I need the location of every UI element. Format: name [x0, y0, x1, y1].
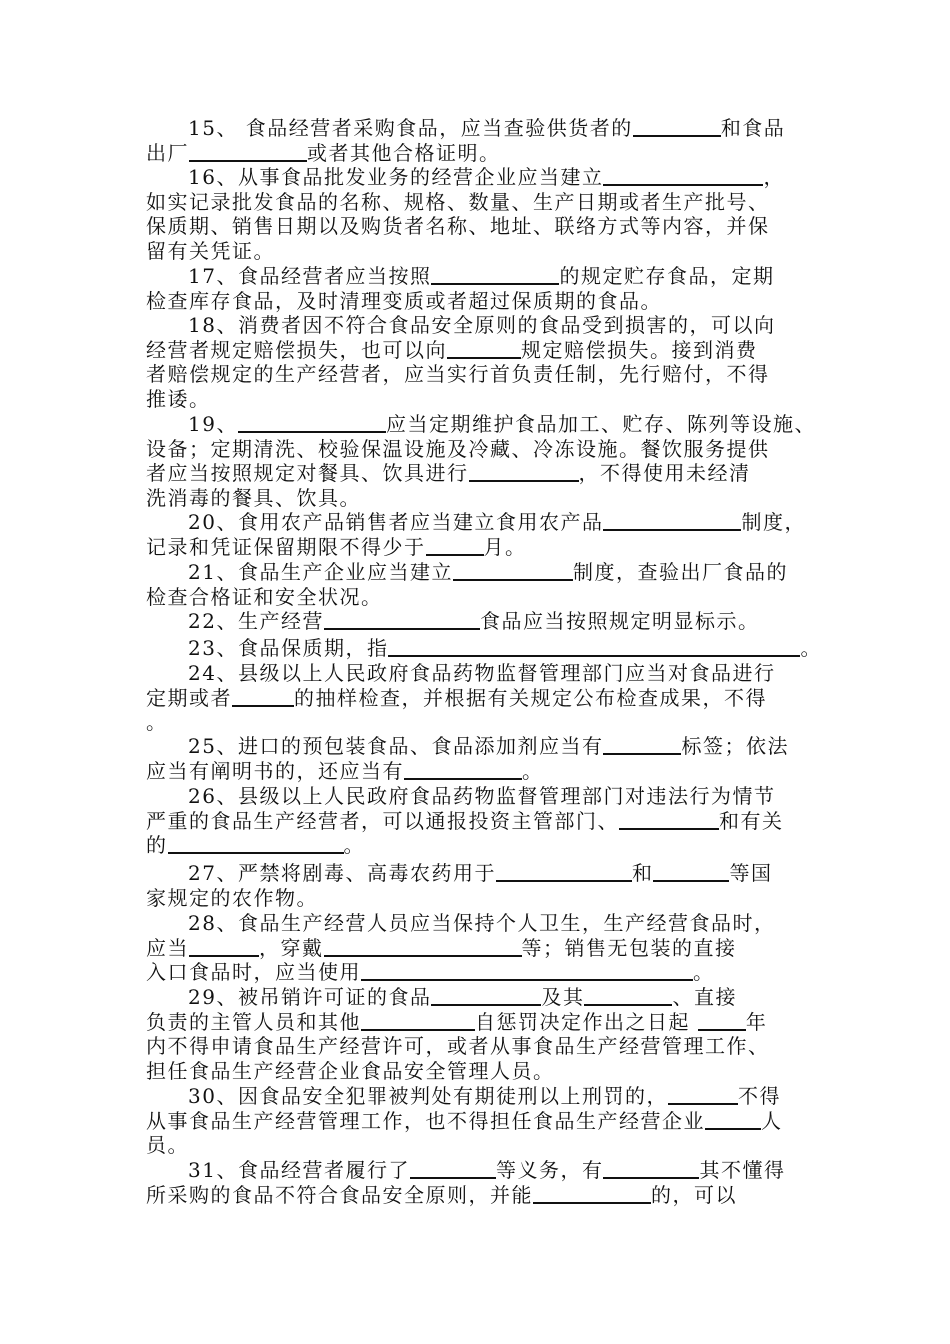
question-text: 月。 — [483, 534, 527, 559]
question-text: 等国 — [729, 861, 773, 885]
question-text: 者应当按照规定对餐具、饮具进行 — [146, 461, 469, 486]
question-text: 人 — [761, 1108, 783, 1133]
question-20-line-2 — [146, 534, 527, 560]
question-text: 规定赔偿损失。接到消费 — [521, 337, 758, 362]
fill-in-blank — [496, 860, 632, 882]
question-text: 21、食品生产企业应当建立 — [188, 560, 453, 584]
question-text: 19、 — [188, 412, 238, 436]
question-28-line-3 — [146, 959, 715, 985]
fill-in-blank — [189, 140, 307, 162]
question-25-line-1 — [188, 733, 789, 759]
question-text: 不得 — [737, 1084, 781, 1108]
question-text: ， — [763, 165, 785, 189]
question-27-line-2 — [146, 885, 318, 911]
question-16-line-3 — [146, 213, 770, 239]
question-text: 推诿。 — [146, 386, 211, 411]
question-text: 制度，查验出厂食品的 — [572, 560, 788, 584]
fill-in-blank — [619, 808, 719, 830]
question-text: 从事食品生产经营管理工作，也不得担任食品生产经营企业 — [146, 1108, 705, 1133]
question-28-line-2 — [146, 935, 737, 961]
question-text: 设备；定期清洗、校验保温设施及冷藏、冷冻设施。餐饮服务提供 — [146, 436, 770, 461]
question-text: 洗消毒的餐具、饮具。 — [146, 485, 361, 510]
fill-in-blank — [533, 1182, 651, 1204]
question-17-line-1 — [188, 263, 774, 289]
fill-in-blank — [447, 337, 521, 359]
question-text: 保质期、销售日期以及购货者名称、地址、联络方式等内容，并保 — [146, 214, 770, 239]
fill-in-blank — [431, 984, 541, 1006]
question-text: 定期或者 — [146, 685, 232, 710]
question-text: 。 — [146, 710, 168, 735]
question-text: 员。 — [146, 1133, 189, 1158]
question-text: ，穿戴 — [259, 935, 324, 960]
question-text: 标签；依法 — [681, 734, 789, 758]
fill-in-blank — [232, 685, 294, 707]
question-21-line-1 — [188, 559, 788, 585]
question-text: 的规定贮存食品，定期 — [559, 264, 775, 288]
question-text: 等义务，有 — [495, 1158, 604, 1182]
question-text: 留有关凭证。 — [146, 238, 275, 263]
fill-in-blank — [410, 1157, 496, 1179]
question-31-line-1 — [188, 1157, 785, 1183]
question-text: 应当 — [146, 935, 189, 960]
question-text: 20、食用农产品销售者应当建立食用农产品 — [188, 510, 604, 534]
question-text: 制度， — [741, 510, 806, 534]
question-text: 和 — [631, 861, 654, 885]
fill-in-blank — [189, 935, 259, 957]
question-text: 17、食品经营者应当按照 — [188, 264, 432, 288]
question-text: 检查库存食品，及时清理变质或者超过保质期的食品。 — [146, 288, 662, 313]
question-text: 的抽样检查，并根据有关规定公布检查成果，不得 — [294, 685, 767, 710]
question-text: 22、生产经营 — [188, 609, 324, 633]
question-text: 内不得申请食品生产经营许可，或者从事食品生产经营管理工作、 — [146, 1034, 770, 1059]
fill-in-blank — [324, 608, 480, 630]
question-text: 如实记录批发食品的名称、规格、数量、生产日期或者生产批号、 — [146, 189, 770, 214]
question-19-line-2 — [146, 436, 770, 462]
question-22-line-1 — [188, 608, 759, 634]
fill-in-blank — [426, 534, 484, 556]
question-text: 年 — [745, 1009, 768, 1034]
question-text: 29、被吊销许可证的食品 — [188, 985, 432, 1009]
question-text: 31、食品经营者履行了 — [188, 1158, 410, 1182]
question-text: 家规定的农作物。 — [146, 885, 318, 910]
fill-in-blank — [633, 115, 721, 137]
question-text: 或者其他合格证明。 — [307, 140, 501, 165]
question-text: 应当定期维护食品加工、贮存、陈列等设施、 — [385, 412, 816, 436]
fill-in-blank — [361, 1009, 475, 1031]
question-26-line-3 — [146, 832, 365, 858]
question-text: 者赔偿规定的生产经营者，应当实行首负责任制，先行赔付，不得 — [146, 362, 770, 387]
fill-in-blank — [404, 758, 522, 780]
question-29-line-1 — [188, 984, 737, 1010]
question-text: 和有关 — [719, 808, 784, 833]
question-18-line-4 — [146, 386, 211, 412]
fill-in-blank — [431, 263, 559, 285]
question-17-line-2 — [146, 288, 662, 314]
question-text: 15、 食品经营者采购食品，应当查验供货者的 — [188, 116, 633, 140]
question-text: 27、严禁将剧毒、高毒农药用于 — [188, 861, 496, 885]
question-24-line-1 — [188, 660, 775, 686]
question-18-line-1 — [188, 312, 775, 338]
question-text: 。 — [343, 833, 365, 858]
question-text: 自惩罚决定作出之日起 — [475, 1009, 698, 1034]
question-text: 、直接 — [672, 985, 737, 1009]
question-text: 出厂 — [146, 140, 189, 165]
question-text: 所采购的食品不符合食品安全原则，并能 — [146, 1182, 533, 1207]
question-29-line-4 — [146, 1058, 555, 1084]
question-15-line-1 — [188, 115, 785, 141]
question-24-line-2 — [146, 685, 767, 711]
question-text: 严重的食品生产经营者，可以通报投资主管部门、 — [146, 808, 619, 833]
fill-in-blank — [388, 635, 800, 657]
question-19-line-4 — [146, 485, 361, 511]
question-16-line-4 — [146, 238, 275, 264]
question-text: 应当有阐明书的，还应当有 — [146, 758, 404, 783]
question-20-line-1 — [188, 509, 806, 535]
question-text: 25、进口的预包装食品、食品添加剂应当有 — [188, 734, 604, 758]
fill-in-blank — [324, 935, 522, 957]
question-text: 。 — [800, 636, 822, 660]
fill-in-blank — [361, 959, 693, 981]
question-text: 30、因食品安全犯罪被判处有期徒刑以上刑罚的， — [188, 1084, 668, 1108]
question-text: 负责的主管人员和其他 — [146, 1009, 361, 1034]
fill-in-blank — [238, 411, 386, 433]
question-text: 的 — [146, 833, 168, 858]
fill-in-blank — [453, 559, 573, 581]
question-29-line-3 — [146, 1033, 770, 1059]
question-text: 经营者规定赔偿损失，也可以向 — [146, 337, 447, 362]
question-text: 的，可以 — [651, 1182, 737, 1207]
question-16-line-2 — [146, 189, 770, 215]
question-26-line-1 — [188, 783, 775, 809]
question-31-line-2 — [146, 1182, 737, 1208]
question-16-line-1 — [188, 164, 785, 190]
question-text: 。 — [693, 960, 715, 985]
question-23-line-1 — [188, 635, 822, 661]
question-19-line-1 — [188, 411, 816, 437]
fill-in-blank — [668, 1083, 738, 1105]
fill-in-blank — [603, 1157, 699, 1179]
question-text: 入口食品时，应当使用 — [146, 960, 361, 985]
question-30-line-2 — [146, 1108, 783, 1134]
question-text: 记录和凭证保留期限不得少于 — [146, 534, 426, 559]
question-30-line-3 — [146, 1132, 189, 1158]
question-25-line-2 — [146, 758, 544, 784]
question-text: 担任食品生产经营企业食品安全管理人员。 — [146, 1058, 555, 1083]
question-19-line-3 — [146, 460, 751, 486]
question-21-line-2 — [146, 584, 383, 610]
fill-in-blank — [603, 164, 763, 186]
question-text: 18、消费者因不符合食品安全原则的食品受到损害的，可以向 — [188, 313, 776, 337]
question-text: 23、食品保质期，指 — [188, 636, 389, 660]
question-26-line-2 — [146, 808, 784, 834]
question-text: 等；销售无包装的直接 — [521, 935, 737, 960]
fill-in-blank — [584, 984, 672, 1006]
fill-in-blank — [469, 460, 579, 482]
question-text: 和食品 — [720, 116, 786, 140]
question-text: 及其 — [541, 985, 585, 1009]
question-text: 。 — [522, 758, 544, 783]
question-24-line-3 — [146, 709, 168, 735]
fill-in-blank — [603, 509, 741, 531]
fill-in-blank — [603, 733, 681, 755]
question-27-line-1 — [188, 860, 772, 886]
fill-in-blank — [168, 832, 344, 854]
question-text: 28、食品生产经营人员应当保持个人卫生，生产经营食品时， — [188, 911, 776, 935]
question-text: 16、从事食品批发业务的经营企业应当建立 — [188, 165, 604, 189]
question-30-line-1 — [188, 1083, 781, 1109]
question-15-line-2 — [146, 140, 501, 166]
question-18-line-3 — [146, 361, 770, 387]
question-text: 26、县级以上人民政府食品药物监督管理部门对违法行为情节 — [188, 784, 776, 808]
question-29-line-2 — [146, 1009, 767, 1035]
question-text: 检查合格证和安全状况。 — [146, 584, 383, 609]
question-text: 食品应当按照规定明显标示。 — [479, 609, 760, 633]
question-text: ，不得使用未经清 — [578, 461, 751, 486]
question-28-line-1 — [188, 910, 775, 936]
fill-in-blank — [653, 860, 729, 882]
fill-in-blank — [698, 1009, 746, 1031]
fill-in-blank — [705, 1108, 761, 1130]
question-text: 24、县级以上人民政府食品药物监督管理部门应当对食品进行 — [188, 661, 776, 685]
question-18-line-2 — [146, 337, 758, 363]
question-text: 其不懂得 — [699, 1158, 786, 1182]
